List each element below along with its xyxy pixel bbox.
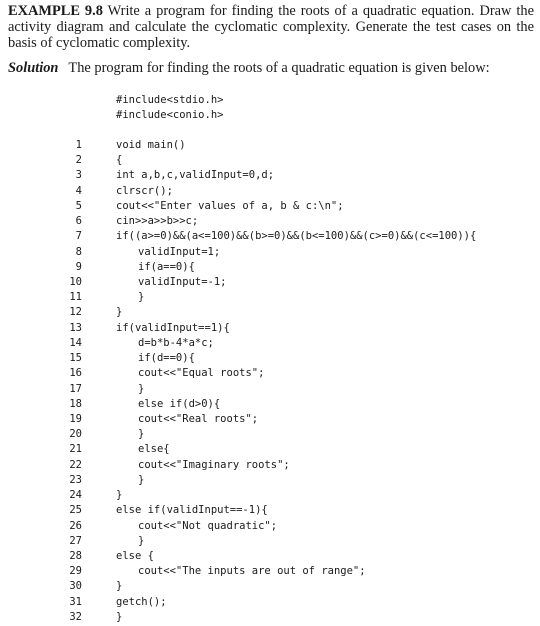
code-text: clrscr();: [116, 184, 173, 197]
code-text: validInput=-1;: [138, 276, 227, 288]
line-number: 27: [69, 534, 82, 547]
code-text: if(validInput==1){: [116, 321, 230, 334]
line-number: 12: [69, 306, 82, 319]
code-text: d=b*b-4*a*c;: [138, 336, 214, 349]
code-line: [0, 184, 540, 199]
code-text: {: [116, 154, 123, 167]
code-text: if(a==0){: [138, 260, 195, 273]
solution-label: Solution: [8, 60, 59, 76]
solution-text: The program for finding the roots of a quadratic equation is given below:: [68, 60, 490, 76]
example-intro: [8, 3, 534, 51]
code-text: else{: [138, 443, 170, 456]
line-number: 24: [69, 489, 82, 502]
line-number: 13: [69, 321, 82, 334]
code-text: cout<<"Imaginary roots";: [138, 458, 290, 471]
code-line: [0, 138, 540, 153]
line-number: 4: [75, 184, 82, 197]
line-number: 11: [69, 291, 82, 304]
code-line: [0, 366, 540, 381]
code-text: }: [138, 291, 145, 304]
code-line: [0, 473, 540, 488]
code-line: [0, 534, 540, 549]
code-line: [0, 321, 540, 336]
line-number: 21: [69, 443, 82, 456]
code-text: else if(d>0){: [138, 397, 221, 410]
code-text: int a,b,c,validInput=0,d;: [116, 169, 275, 182]
code-text: cout<<"Equal roots";: [138, 367, 265, 380]
code-line: [0, 275, 540, 290]
code-text: void main(): [116, 139, 186, 151]
line-number: 23: [69, 473, 82, 486]
line-number: 28: [69, 549, 82, 562]
code-text: if((a>=0)&&(a<=100)&&(b>=0)&&(b<=100)&&(c>=0)&&(c<=100)){: [116, 230, 477, 243]
code-text: #include<stdio.h>: [116, 94, 224, 106]
code-text: cout<<"Enter values of a, b & c:\n";: [116, 199, 344, 212]
line-number: 5: [75, 199, 82, 212]
code-line: [0, 229, 540, 244]
line-number: 16: [69, 367, 82, 380]
code-line: [0, 153, 540, 168]
code-line: [0, 503, 540, 518]
line-number: 7: [75, 230, 82, 243]
code-line: [0, 382, 540, 397]
line-number: 6: [75, 215, 82, 228]
line-number: 2: [75, 154, 82, 167]
code-line: [0, 199, 540, 214]
line-number: 29: [69, 565, 82, 578]
code-line: [0, 290, 540, 305]
code-text: cin>>a>>b>>c;: [116, 215, 199, 228]
code-line: [0, 595, 540, 610]
line-number: 3: [75, 169, 82, 182]
code-text: }: [138, 428, 145, 441]
example-label: EXAMPLE 9.8: [8, 3, 103, 19]
code-line: [0, 214, 540, 229]
code-line: [0, 610, 540, 625]
code-include-line: [0, 108, 540, 123]
code-text: #include<conio.h>: [116, 109, 224, 121]
code-line: [0, 427, 540, 442]
line-number: 31: [69, 595, 82, 608]
code-line: [0, 397, 540, 412]
code-text: }: [116, 306, 123, 319]
example-text: Write a program for finding the roots of a quadratic equation. Draw the activity diagram and calculate the cyclomatic complexity. Generate the test cases on the basis of cyclomatic complexity.: [8, 3, 534, 51]
code-line: [0, 579, 540, 594]
line-number: 10: [69, 276, 82, 288]
line-number: 15: [69, 352, 82, 365]
code-text: cout<<"The inputs are out of range";: [138, 565, 366, 578]
line-number: 17: [69, 382, 82, 395]
line-number: 19: [69, 413, 82, 425]
line-number: 14: [69, 336, 82, 349]
line-number: 9: [75, 260, 82, 273]
code-text: cout<<"Not quadratic";: [138, 519, 278, 532]
code-line: [0, 458, 540, 473]
solution-paragraph: [8, 60, 534, 76]
code-text: getch();: [116, 595, 167, 608]
line-number: 32: [69, 610, 82, 623]
code-line: [0, 260, 540, 275]
code-line: [0, 336, 540, 351]
code-text: cout<<"Real roots";: [138, 413, 259, 425]
code-text: }: [116, 610, 123, 623]
line-number: 18: [69, 397, 82, 410]
code-text: }: [116, 580, 123, 593]
code-line: [0, 564, 540, 579]
line-number: 30: [69, 580, 82, 593]
code-line: [0, 245, 540, 260]
line-number: 1: [75, 139, 82, 151]
code-text: }: [138, 534, 145, 547]
code-line: [0, 519, 540, 534]
code-text: }: [138, 382, 145, 395]
code-text: }: [138, 473, 145, 486]
line-number: 26: [69, 519, 82, 532]
line-number: 20: [69, 428, 82, 441]
code-line: [0, 412, 540, 427]
code-line: [0, 168, 540, 183]
code-line: [0, 442, 540, 457]
line-number: 8: [75, 245, 82, 258]
code-text: else if(validInput==-1){: [116, 504, 268, 517]
code-line: [0, 351, 540, 366]
code-line: [0, 305, 540, 320]
code-text: validInput=1;: [138, 245, 221, 258]
code-include-line: [0, 93, 540, 108]
code-text: if(d==0){: [138, 352, 195, 365]
code-line: [0, 488, 540, 503]
code-text: }: [116, 489, 123, 502]
line-number: 22: [69, 458, 82, 471]
code-text: else {: [116, 549, 154, 562]
line-number: 25: [69, 504, 82, 517]
code-line: [0, 549, 540, 564]
